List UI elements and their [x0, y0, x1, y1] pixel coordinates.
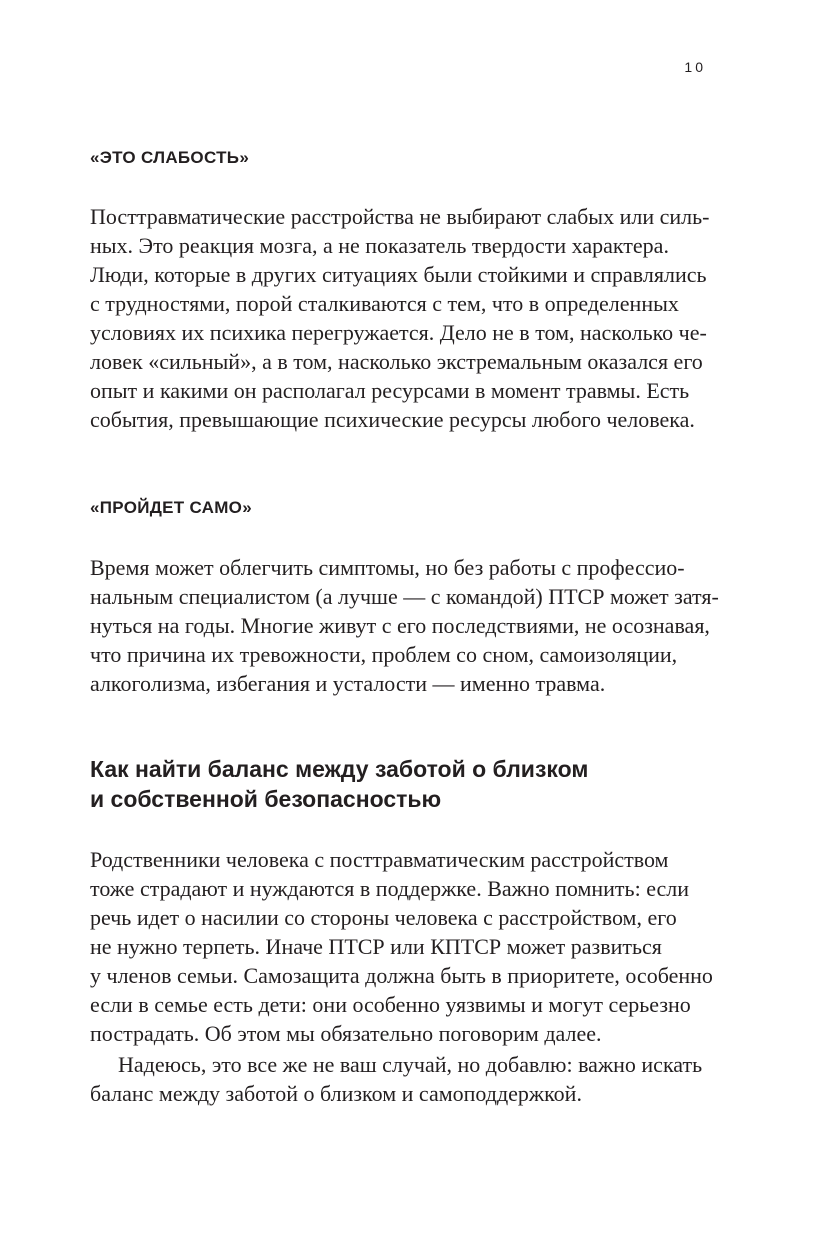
section-heading-weakness: «ЭТО СЛАБОСТЬ»: [90, 148, 250, 167]
text-line: Люди, которые в других ситуациях были стойкими и справлялись: [90, 262, 707, 287]
text-line: пострадать. Об этом мы обязательно поговорим далее.: [90, 1021, 602, 1046]
text-line: тоже страдают и нуждаются в поддержке. Важно помнить: если: [90, 876, 690, 901]
text-line: ных. Это реакция мозга, а не показатель твердости характера.: [90, 233, 669, 258]
chapter-heading-line: и собственной безопасностью: [90, 786, 442, 812]
text-line: что причина их тревожности, проблем со сном, самоизоляции,: [90, 642, 678, 667]
text-line: не нужно терпеть. Иначе ПТСР или КПТСР может развиться: [90, 934, 662, 959]
text-line: если в семье есть дети: они особенно уязвимы и могут серьезно: [90, 992, 691, 1017]
text-line: Родственники человека с посттравматическим расстройством: [90, 847, 669, 872]
text-line: Время может облегчить симптомы, но без работы с профессио-: [90, 555, 685, 580]
text-line: у членов семьи. Самозащита должна быть в приоритете, особенно: [90, 963, 713, 988]
chapter-heading-line: Как найти баланс между заботой о близком: [90, 756, 589, 782]
text-line: алкоголизма, избегания и усталости — именно травма.: [90, 671, 606, 696]
page-number: 10: [684, 59, 706, 75]
text-line: Надеюсь, это все же не ваш случай, но добавлю: важно искать: [118, 1052, 703, 1077]
text-line: условиях их психика перегружается. Дело не в том, насколько че-: [90, 320, 707, 345]
text-line: речь идет о насилии со стороны человека с расстройством, его: [90, 905, 677, 930]
text-line: нальным специалистом (а лучше — с командой) ПТСР может затя-: [90, 584, 719, 609]
text-line: опыт и какими он располагал ресурсами в момент травмы. Есть: [90, 378, 690, 403]
text-line: события, превышающие психические ресурсы любого человека.: [90, 407, 695, 432]
text-line: нуться на годы. Многие живут с его последствиями, не осознавая,: [90, 613, 710, 638]
text-line: ловек «сильный», а в том, насколько экстремальным оказался его: [90, 349, 703, 374]
section-heading-will-pass: «ПРОЙДЕТ САМО»: [90, 498, 252, 517]
text-line: баланс между заботой о близком и самоподдержкой.: [90, 1081, 582, 1106]
text-line: с трудностями, порой сталкиваются с тем, что в определенных: [90, 291, 679, 316]
text-line: Посттравматические расстройства не выбирают слабых или силь-: [90, 204, 710, 229]
